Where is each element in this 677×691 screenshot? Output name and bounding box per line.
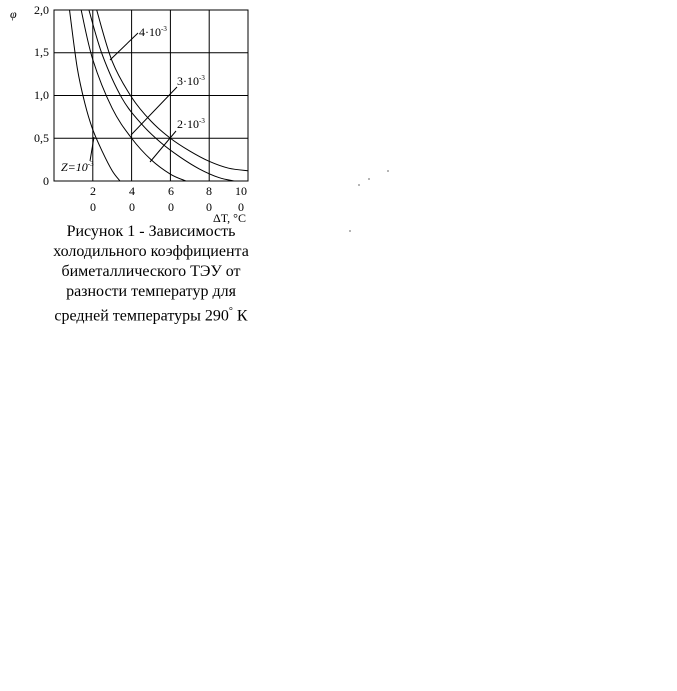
x-tick-label-bottom: 0 <box>206 200 212 214</box>
series-label-z: $Z=10^{-3}$ <box>61 160 94 174</box>
caption-line <box>36 302 266 326</box>
x-tick-label-top: 8 <box>206 184 212 198</box>
y-axis-label <box>10 7 17 21</box>
figure-caption <box>36 222 266 326</box>
x-tick-label-top: 6 <box>168 184 174 198</box>
x-tick-label-bottom: 0 <box>168 200 174 214</box>
y-axis-title: φ <box>10 7 17 21</box>
x-tick-label-bottom: 0 <box>238 200 244 214</box>
x-tick-label-top: 4 <box>129 184 135 198</box>
caption-line: холодильного коэффициента <box>53 243 249 260</box>
degree-sup: ° <box>228 306 233 317</box>
caption-last-text: средней температуры 290 <box>54 307 229 325</box>
caption-line: разности температур для <box>66 283 236 300</box>
x-axis-title: ΔT, °C <box>213 211 246 225</box>
speck <box>349 230 350 231</box>
x-ticks <box>90 184 247 214</box>
y-tick-label: 1,0 <box>34 88 49 102</box>
series-label-3e-3: $3\cdot 10^{-3}$ <box>177 74 205 88</box>
caption-line: Рисунок 1 - Зависимость <box>66 223 236 240</box>
speck <box>387 170 388 171</box>
speck <box>358 184 359 185</box>
leader-2e-3 <box>150 131 176 162</box>
series-label-4e-3: $4\cdot 10^{-3}$ <box>139 25 167 39</box>
series-label-2e-3: $2\cdot 10^{-3}$ <box>177 117 205 131</box>
x-tick-label-bottom: 0 <box>129 200 135 214</box>
caption-last-unit: К <box>232 307 248 325</box>
y-tick-label: 0,5 <box>34 131 49 145</box>
y-tick-label: 0 <box>43 174 49 188</box>
leader-4e-3 <box>110 33 138 60</box>
leader-z <box>90 137 94 161</box>
speck <box>368 178 369 179</box>
x-tick-label-bottom: 0 <box>90 200 96 214</box>
y-tick-label: 1,5 <box>34 45 49 59</box>
y-tick-label: 2,0 <box>34 3 49 17</box>
caption-line: биметаллического ТЭУ от <box>61 263 241 280</box>
y-ticks <box>34 3 49 188</box>
x-tick-label-top: 2 <box>90 184 96 198</box>
series-line-4 <box>97 10 248 171</box>
x-tick-label-top: 10 <box>235 184 247 198</box>
scan-specks <box>349 170 388 231</box>
